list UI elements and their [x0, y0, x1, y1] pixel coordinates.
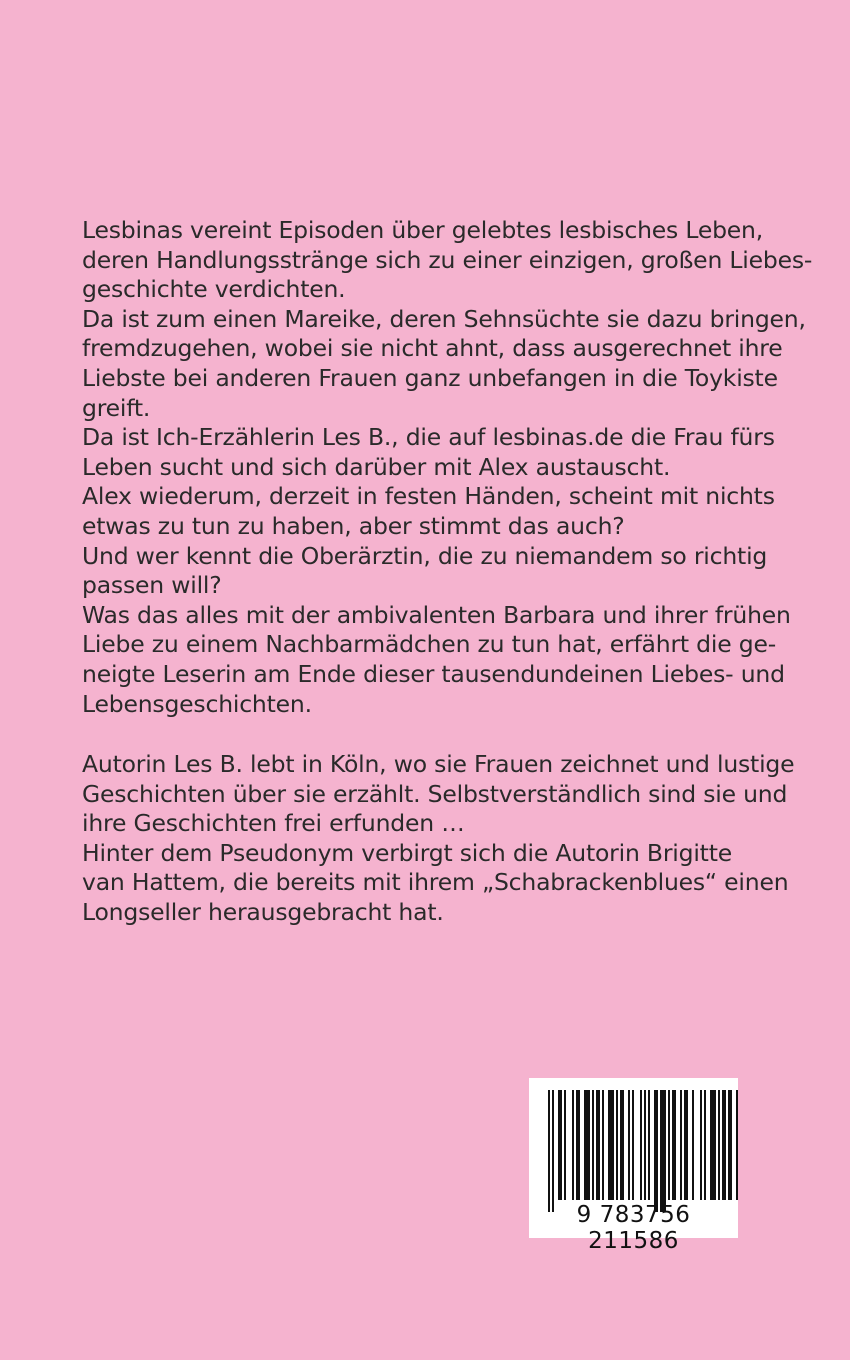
synopsis-line: Leben sucht und sich darüber mit Alex austauscht.: [82, 452, 671, 481]
barcode-bar: [584, 1090, 590, 1200]
barcode-bar: [592, 1090, 594, 1200]
barcode-bar: [628, 1090, 630, 1200]
synopsis-line: Lebensgeschichten.: [82, 689, 312, 718]
synopsis-line: Da ist Ich-Erzählerin Les B., die auf lesbinas.de die Frau fürs: [82, 423, 775, 452]
barcode-bar: [602, 1090, 604, 1200]
synopsis-line: Liebe zu einem Nachbarmädchen zu tun hat, erfährt die ge-: [82, 630, 777, 659]
isbn-number: 9 783756 211586: [576, 1202, 691, 1254]
barcode-bar: [736, 1090, 738, 1200]
author-bio-line: Geschichten über sie erzählt. Selbstverständlich sind sie und: [82, 779, 788, 808]
barcode-bar: [616, 1090, 618, 1200]
synopsis-line: Was das alles mit der ambivalenten Barbara und ihrer frühen: [82, 600, 791, 629]
synopsis-line: greift.: [82, 393, 151, 422]
author-bio: [82, 750, 795, 928]
barcode-bar: [672, 1090, 676, 1200]
barcode-bar: [684, 1090, 688, 1200]
barcode-bar: [728, 1090, 732, 1200]
synopsis-line: deren Handlungsstränge sich zu einer einzigen, großen Liebes-: [82, 245, 813, 274]
barcode-bar: [632, 1090, 634, 1200]
synopsis-line: etwas zu tun zu haben, aber stimmt das auch?: [82, 511, 625, 540]
barcode-bar: [680, 1090, 682, 1200]
barcode-bar: [704, 1090, 706, 1200]
barcode-bar: [596, 1090, 600, 1200]
synopsis-line: Liebste bei anderen Frauen ganz unbefangen in die Toykiste: [82, 363, 778, 392]
barcode-bar: [648, 1090, 650, 1200]
barcode-bar: [692, 1090, 694, 1200]
synopsis-text: [82, 216, 813, 719]
author-bio-line: Autorin Les B. lebt in Köln, wo sie Frauen zeichnet und lustige: [82, 750, 795, 778]
barcode-bar: [608, 1090, 614, 1200]
barcode-bar: [548, 1090, 550, 1212]
barcode-bar: [654, 1090, 658, 1212]
barcode-bar: [644, 1090, 646, 1200]
author-bio-line: van Hattem, die bereits mit ihrem „Schabrackenblues“ einen: [82, 868, 789, 897]
synopsis-line: neigte Leserin am Ende dieser tausendundeinen Liebes- und: [82, 659, 785, 688]
author-bio-line: Longseller herausgebracht hat.: [82, 897, 444, 926]
barcode-bar: [668, 1090, 670, 1200]
barcode-bar: [718, 1090, 720, 1200]
barcode-bar: [572, 1090, 574, 1200]
barcode-bar: [722, 1090, 726, 1200]
barcode-bar: [576, 1090, 580, 1200]
barcode-bar: [620, 1090, 624, 1200]
synopsis-line: fremdzugehen, wobei sie nicht ahnt, dass ausgerechnet ihre: [82, 334, 783, 363]
barcode-bar: [552, 1090, 554, 1212]
barcode: [529, 1078, 738, 1254]
barcode-bar: [564, 1090, 566, 1200]
barcode-bar: [710, 1090, 716, 1200]
synopsis-line: Da ist zum einen Mareike, deren Sehnsüchte sie dazu bringen,: [82, 304, 806, 333]
synopsis-line: Lesbinas vereint Episoden über gelebtes lesbisches Leben,: [82, 216, 764, 244]
author-bio-line: Hinter dem Pseudonym verbirgt sich die Autorin Brigitte: [82, 838, 732, 867]
synopsis-line: passen will?: [82, 571, 222, 600]
barcode-bar: [640, 1090, 642, 1200]
barcode-bar: [558, 1090, 562, 1200]
synopsis-line: geschichte verdichten.: [82, 275, 346, 304]
barcode-bar: [700, 1090, 702, 1200]
synopsis-line: Und wer kennt die Oberärztin, die zu niemandem so richtig: [82, 541, 768, 570]
synopsis-line: Alex wiederum, derzeit in festen Händen, scheint mit nichts: [82, 482, 775, 511]
barcode-bar: [660, 1090, 666, 1212]
author-bio-line: ihre Geschichten frei erfunden …: [82, 809, 465, 838]
